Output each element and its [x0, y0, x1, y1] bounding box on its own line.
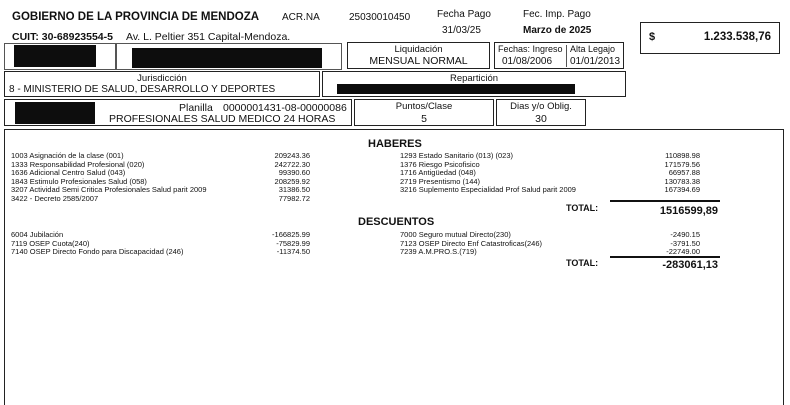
planilla-number: 0000001431-08-00000086: [223, 102, 347, 114]
haberes-left-amount: 242722.30: [274, 159, 310, 169]
haberes-right-concept: 3216 Suplemento Especialidad Prof Salud parit 2009: [400, 185, 576, 195]
haberes-right-amount: 110898.98: [665, 151, 700, 160]
haberes-left-concept: 3422 - Decreto 2585/2007: [11, 193, 99, 203]
haberes-left-concept: 1003 Asignación de la clase (001): [11, 151, 124, 160]
haberes-left-concepts: [11, 152, 207, 204]
descuentos-right-amount: -3791.50: [670, 238, 700, 248]
body-left-border: [4, 129, 5, 405]
acr-label: ACR.NA: [282, 12, 320, 23]
haberes-left-amount: 31386.50: [278, 185, 310, 195]
haberes-right-concept: 1376 Riesgo Psicofisico: [400, 159, 480, 169]
reparticion-box: [322, 71, 626, 97]
reparticion-label: Repartición: [449, 73, 499, 84]
dias-label: Dias y/o Oblig.: [510, 101, 572, 112]
haberes-left-amount: 99390.60: [278, 168, 310, 178]
haberes-left-concept: 1843 Estimulo Profesionales Salud (058): [11, 176, 147, 186]
fec-imp-pago-label: Fec. Imp. Pago: [523, 9, 591, 20]
haberes-right-amounts: [640, 152, 700, 195]
haberes-right-concept: 1716 Antigüedad (048): [400, 168, 476, 178]
descuentos-right-concept: 7123 OSEP Directo Enf Catastroficas(246): [400, 238, 543, 248]
planilla-label: Planilla: [179, 102, 213, 114]
fechas-alta-label: Alta Legajo: [570, 44, 616, 54]
descuentos-left-concepts: [11, 231, 183, 257]
fecha-ingreso: 01/08/2006: [502, 56, 553, 67]
puntos-value: 5: [421, 113, 427, 125]
jurisdiccion-label: Jurisdicción: [137, 73, 187, 84]
fecha-pago-value: 31/03/25: [442, 25, 481, 36]
descuentos-right-amounts: [640, 231, 700, 257]
descuentos-right-concepts: [400, 231, 542, 257]
dias-value: 30: [535, 113, 547, 125]
haberes-right-amount: 130783.38: [664, 176, 700, 186]
descuentos-left-concept: 7140 OSEP Directo Fondo para Discapacidad (246): [11, 247, 184, 257]
descuentos-left-concept: 6004 Jubilación: [11, 230, 64, 239]
liquidacion-label: Liquidación: [394, 44, 443, 55]
haberes-left-amount: 208259.92: [274, 176, 310, 186]
descuentos-left-amounts: [250, 231, 310, 257]
fechas-box: [494, 42, 624, 69]
haberes-left-concept: 1636 Adicional Centro Salud (043): [11, 168, 126, 178]
haberes-right-amount: 171579.56: [664, 159, 700, 169]
descuentos-left-amount: -166825.99: [272, 230, 310, 239]
haberes-right-amount: 66957.88: [668, 168, 700, 178]
fecha-alta: 01/01/2013: [570, 56, 621, 67]
descuentos-title: DESCUENTOS: [358, 216, 435, 228]
currency-symbol: $: [649, 31, 656, 43]
org-title: GOBIERNO DE LA PROVINCIA DE MENDOZA: [12, 11, 260, 23]
haberes-left-amount: 77982.72: [278, 193, 310, 203]
jurisdiccion-value: 8 - MINISTERIO DE SALUD, DESARROLLO Y DEPORTES: [9, 84, 276, 95]
address: Av. L. Peltier 351 Capital-Mendoza.: [126, 31, 291, 43]
descuentos-left-amount: -11374.50: [276, 247, 310, 257]
haberes-right-concept: 1293 Estado Sanitario (013) (023): [400, 151, 513, 160]
descuentos-total-label: TOTAL:: [566, 258, 599, 268]
liquidacion-box: [347, 42, 490, 69]
acr-number: 25030010450: [349, 12, 411, 23]
fecha-pago-label: Fecha Pago: [437, 9, 491, 20]
puntos-label: Puntos/Clase: [395, 101, 453, 112]
redacted-reparticion: [337, 84, 575, 94]
liquidacion-value: MENSUAL NORMAL: [369, 55, 468, 67]
dias-box: [496, 99, 586, 126]
id-box-outline: [4, 43, 116, 70]
name-box-outline: [116, 43, 342, 70]
descuentos-total-rule: [610, 256, 720, 258]
haberes-total-label: TOTAL:: [566, 203, 599, 213]
haberes-left-amounts: [250, 152, 310, 204]
haberes-right-concepts: [400, 152, 576, 195]
haberes-right-concept: 2719 Presentismo (144): [400, 176, 481, 186]
haberes-total: 1516599,89: [659, 205, 718, 217]
cuit: CUIT: 30-68923554-5: [12, 31, 113, 43]
periodo: Marzo de 2025: [523, 25, 592, 36]
puntos-box: [354, 99, 494, 126]
descuentos-right-concept: 7000 Seguro mutual Directo(230): [400, 230, 511, 239]
fechas-divider: [566, 45, 567, 67]
haberes-left-amount: 209243.36: [274, 151, 310, 160]
descuentos-left-amount: -75829.99: [276, 238, 310, 248]
total-amount: 1.233.538,76: [703, 31, 771, 43]
redacted-planilla-left: [15, 102, 95, 124]
haberes-total-rule: [610, 200, 720, 202]
descuentos-right-amount: -22749.00: [666, 247, 700, 257]
body-right-border: [783, 129, 784, 405]
descuentos-total: -283061,13: [662, 259, 718, 271]
planilla-box: [4, 99, 352, 126]
fechas-ingreso-label: Fechas: Ingreso: [498, 44, 563, 54]
haberes-right-amount: 167394.69: [664, 185, 700, 195]
descuentos-right-concept: 7239 A.M.PRO.S.(719): [400, 247, 477, 257]
jurisdiccion-box: [4, 71, 320, 97]
haberes-title: HABERES: [368, 138, 422, 150]
planilla-category: PROFESIONALES SALUD MEDICO 24 HORAS: [109, 113, 336, 125]
descuentos-right-amount: -2490.15: [670, 230, 700, 239]
haberes-left-concept: 1333 Responsabilidad Profesional (020): [11, 159, 145, 169]
total-amount-box: [640, 22, 780, 54]
body-top-border: [4, 129, 784, 130]
descuentos-left-concept: 7119 OSEP Cuota(240): [11, 238, 90, 248]
haberes-left-concept: 3207 Actividad Semi Critica Profesionales Salud parit 2009: [11, 185, 207, 195]
